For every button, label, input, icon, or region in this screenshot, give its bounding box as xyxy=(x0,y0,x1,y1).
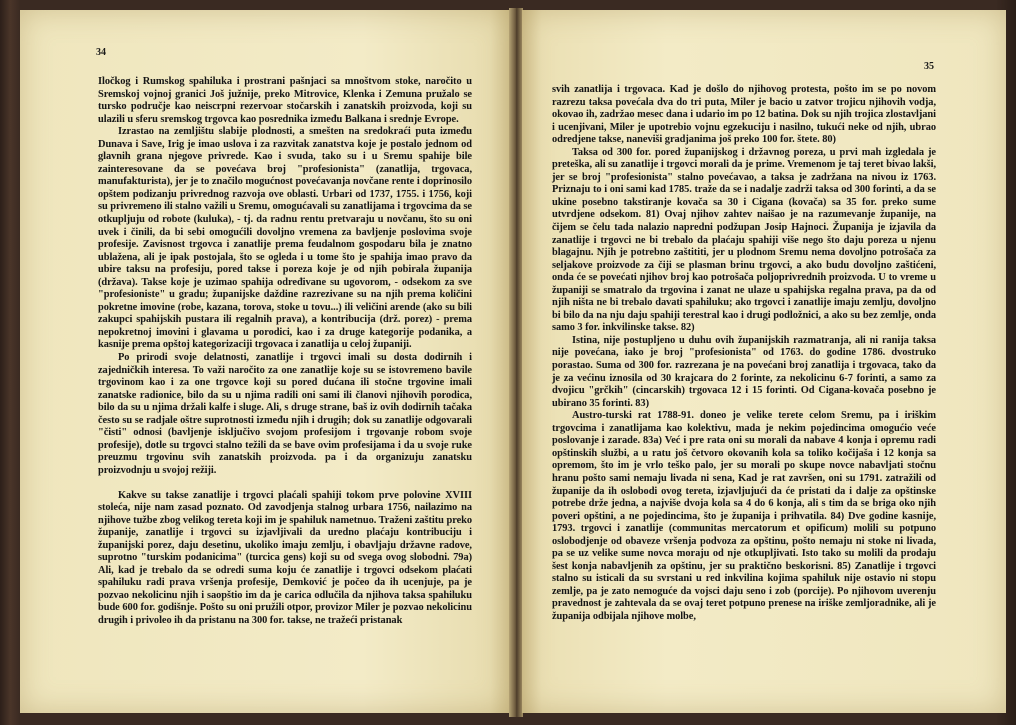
left-page-text xyxy=(98,76,472,628)
paragraph: Taksa od 300 for. pored županijskog i državnog poreza, u prvi mah izgledala je preteška, ali su zanatlije i trgovci morali da je prime. Vremenom je taj teret bivao lakši, jer se broj "profesionista" stalno povećavao, a taksa je zadržana na nivou iz 1763. Priznaju to i oni sami kad 1785. traže da se i nadalje zadrži taksa od 300 forinti, a da se ukine posebno takstiranje kovača sa 30 i Cigana (kovača) sa 35 for. preko sume utvrdjene odsekom. 81) Ovaj njihov zahtev naišao je na razumevanje županije, na čijem se čelu tada nalazio napredni podžupan Josip Hajnoci. Županija je izjavila da zanatlije i trgovci ne bi trebalo da plaćaju spahiji više nego što daju poreza u njenu blagajnu. Njih je potrebno zaštititi, jer u plodnom Sremu nema dovoljno potrošača za seljakove proizvode za čiji se plasman brinu trgovci, a ako budu dovoljno zaštićeni, onda će se povećati njihov broj kao potrošača poljoprivrednih proizvoda. U to vreme u županiji se smatralo da trgovina i zanat ne ulaze u spahijska regalna prava, pa da od njih ništa ne bi trebalo davati spahiluku; ako trgovci i zanatlije imaju zemlju, dovoljno bi bilo da na nju daju spahiji terestral kao i drugi podložnici, a ako su bez zemlje, onda samo 3 for. inkvilinske takse. 82) xyxy=(552,146,936,334)
paragraph: Po prirodi svoje delatnosti, zanatlije i trgovci imali su dosta dodirnih i zajedničkih interesa. To važi naročito za one zanatlije koje su se istovremeno bavile trgovinom kao i za one trgovce koji su pored dućana ili stočne trgovine imali zanatske radionice, bilo da su u njima radili oni sami ili članovi njihovih porodica, bilo da su u njima držali kalfe i sluge. Ali, s druge strane, baš iz ovih dodirnih tačaka često su se radjale oštre suprotnosti između njih i drugih; dok su zanatlije odgovarali "čisti" odnosi (bavljenje isključivo svojom profesijom i trgovanje robom svoje profesije), dotle su trgovci stalno težili da se bave ovim profesijama i da u svoje ruke preuzmu trgovinu svih zanatskih proizvoda. pa i da organizuju zanatsku proizvodnju u svojoj režiji. xyxy=(98,352,472,476)
right-page-text xyxy=(552,84,936,624)
left-page xyxy=(20,10,510,713)
page-number-right: 35 xyxy=(924,61,934,72)
paragraph: Iločkog i Rumskog spahiluka i prostrani pašnjaci sa mnoštvom stoke, naročito u Sremskoj vojnoj granici Još južnije, preko Mitrovice, Klenka i Zemuna pružalo se tursko područje kao neiscrpni rezervoar stočarskih i zanatskih proizvoda, koji su ulazili u sferu sremskog trgovca kao posrednika između Balkana i srednje Evrope. xyxy=(98,76,472,125)
paragraph: Austro-turski rat 1788-91. doneo je velike terete celom Sremu, pa i iriškim trgovcima i zanatlijama kao kolektivu, mada je nekim pojedincima omogućio veće poslovanje i zarade. 83a) Već i pre rata oni su morali da nabave 4 konja i opremu radi opštinskih službi, a u ratu još četvoro okovanih kola sa toliko kočijaša i 12 konja sa opremom, što im je vrlo teško palo, jer su morali po skupe novce nabavljati stočnu hranu pošto sami nemaju livada ni sena, Kad je rat završen, oni su 1791. zatražili od županije da ih oslobodi ovog tereta, izjavljujući da će pristati da i dalje za opštinske potrebe drže jedna, a najviše dvoja kola sa 4 do 6 konja, ali s tim da se briga oko njih poveri opštini, a ne pojedincima, što je županija i prihvatila. 84) Dve godine kasnije, 1793. trgovci i zanatlije (communitas mercatorum et opificum) molili su potpuno oslobodjenje od obaveze vršenja podvoza za opštinu, pošto nemaju ni stoke ni livada, pa se uz velike sume novca moraju od nje otkupljivati. Isto tako su molili da prodaju šest konja nabavljenih za opštinu, jer su praktično beskorisni. 85) Zanatlije i trgovci stalno su isticali da su svrstani u red inkvilina kojima spahiluk nije ostavio ni stopu zemlje, pa je zato nemoguće da vojsci daju seno i zob (porcije). Po njihovom uverenju pravednost je zahtevala da se ovaj teret potpuno prenese na iriške zemljoradnike, ali je županija odbijala njihove molbe, xyxy=(552,410,936,622)
right-page xyxy=(522,10,1006,713)
book-gutter xyxy=(509,8,523,717)
paragraph: Izrastao na zemljištu slabije plodnosti, a smešten na sredokraći puta između Dunava i Save, Irig je imao uslova i za razvitak zanatstva koje je postalo jednom od glavnih grana njegove privrede. Kao i svuda, tako su i u Sremu spahije bile zainteresovane da se povećava broj "profesionista" (zanatlija, trgovaca, manufakturista), jer je to značilo mogućnost povećavanja novčane rente i doprinosilo opštem podizanju privrednog razvoja ove oblasti. Urbari od 1737, 1755. i 1756, koji su privremeno ili stalno važili u Sremu, omogućavali su zanatlijama i trgovcima da se otkupljuju od robote (kuluka), - tj. da radnu rentu pretvaraju u novčanu, što su oni uvek i činili, da bi sebi omogućili dovoljno vremena za bavljenje poslovima svoje profesije. Zavisnost trgovca i zanatlije prema feudalnom gospodaru bila je znatno ublažena, ali je ipak postojala, što se ogleda i u tome što je spahija imao pravo da ubire taksu na profesiju, pored takse i poreza koje je od njih pobirala županija (država). Takse koje je uzimao spahija određivane su ugovorom, - odsekom za sve "profesioniste" u gradu; županijske daždine razrezivane su na njih prema količini pokretne imovine (robe, kazana, torova, stoke u tovu...) ili veličini arende (ako su bili zakupci spahijskih pustara ili regalnih prava), a kontribucija (drž. porez) - prema nepokretnoj imovini i glavama u porodici, kao i za druge kategorije podanika, a kasnije prema opštoj kategorizaciji trgovaca i zanatlija u celoj županiji. xyxy=(98,126,472,351)
page-number-left: 34 xyxy=(96,47,106,58)
paragraph: Kakve su takse zanatlije i trgovci plaćali spahiji tokom prve polovine XVIII stoleća, nije nam zasad poznato. Od zavodjenja stalnog urbara 1756, nailazimo na njihove tužbe zbog velikog tereta koji im je spahiluk nametnuo. Traženi zaštitu preko županije, zanatlije i trgovci su izjavljivali da uredno plaćaju kontribuciju i županijski porez, daju desetinu, ukoliko imaju zemlju, i obavljaju državne radove, suprotno "turskim podanicima" (turcica gens) koji su od svega ovog slobodni. 79a) Ali, kad je trebalo da se odredi suma koju će zanatlije i trgovci odsekom plaćati spahiluku radi prava vršenja profesije, Demković je počeo da ih ucenjuje, pa je pozvao nekolicinu njih i saopštio im da je carica odlučila da njihova taksa spahiluku bude 600 for. godišnje. Pošto su oni pružili otpor, provizor Miler je pozvao nekolicinu drugih i privoleo ih da pristanu na 300 for. takse, ne tražeći pristanak xyxy=(98,489,472,626)
paragraph: Istina, nije postupljeno u duhu ovih županijskih razmatranja, ali ni ranija taksa nije povećana, iako je broj "profesionista" od 1763. do godine 1786. dvostruko porastao. Suma od 300 for. razrezana je na povećani broj zanatlija i trgovaca, tako da je za većinu iznosila od 30 krajcara do 2 forinte, za nekolicinu 6-7 forinti, a samo za dvojicu "grčkih" (cincarskih) trgovaca 12 i 15 forinti. Od Cigana-kovača posebno je ubirano 35 forinti. 83) xyxy=(552,334,936,409)
paragraph: svih zanatlija i trgovaca. Kad je došlo do njihovog protesta, pošto im se po novom razrezu taksa povećala dva do tri puta, Miler je bacio u zatvor trojicu njihovih vodja, okovao ih, zadržao mesec dana i udario im po 12 batina. Dok su njih trojica zlostavljani i ucenjivani, Miler je upotrebio vojnu egzekuciju i nasilno, tukući neke od njih, ubrao odredjene takse, naneviši gradjanima još preko 100 for. štete. 80) xyxy=(552,84,936,146)
